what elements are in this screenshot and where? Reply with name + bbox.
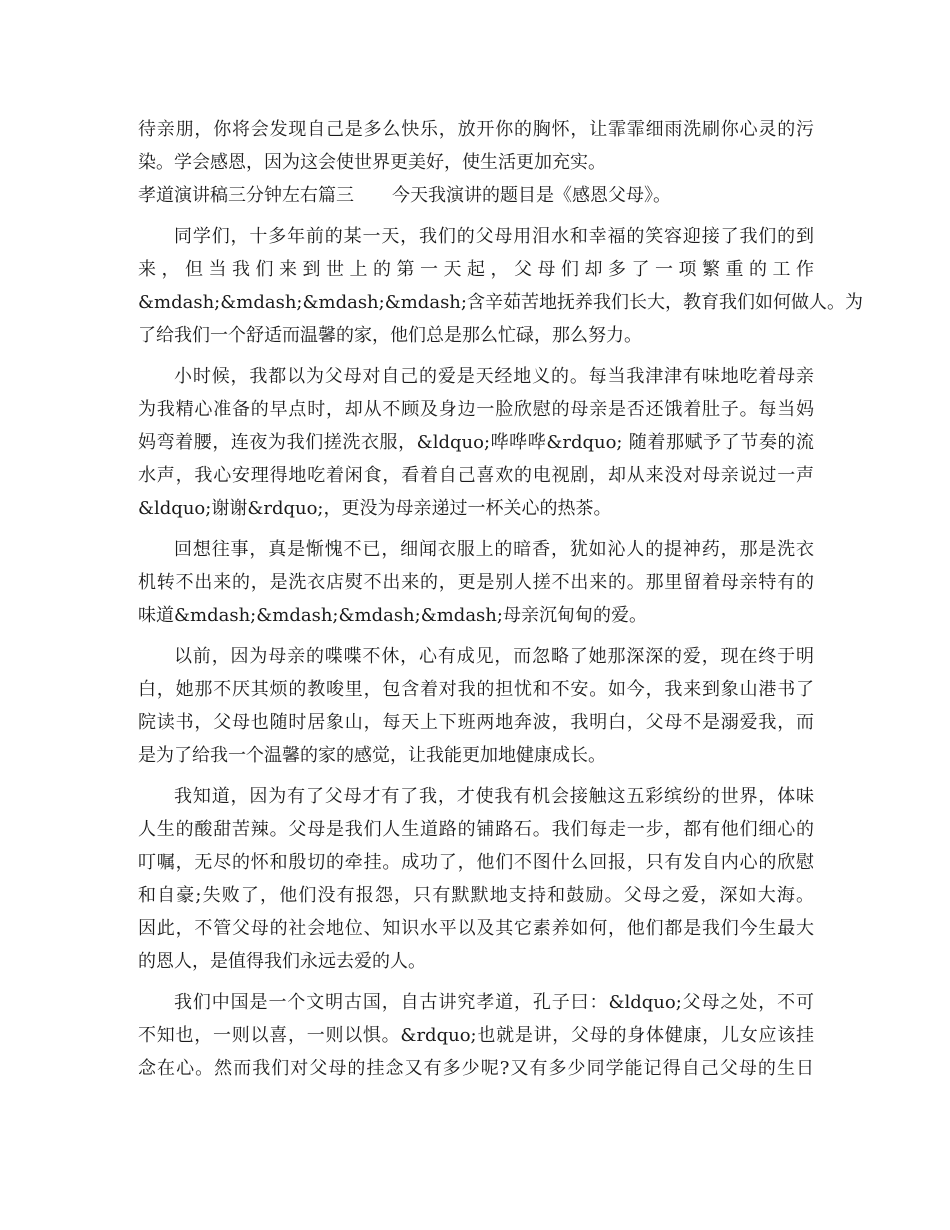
text-line: &ldquo;谢谢&rdquo;，更没为母亲递过一杯关心的热茶。 bbox=[138, 498, 612, 519]
text-line: 白，她那不厌其烦的教唆里，包含着对我的担忧和不安。如今，我来到象山港书了 bbox=[138, 679, 814, 700]
text-line: 味道&mdash;&mdash;&mdash;&mdash;母亲沉甸甸的爱。 bbox=[138, 605, 647, 626]
text-line: 的恩人，是值得我们永远去爱的人。 bbox=[138, 951, 426, 972]
text-line: 同学们，十多年前的某一天，我们的父母用泪水和幸福的笑容迎接了我们的到 bbox=[174, 226, 814, 247]
text-line: 我们中国是一个文明古国，自古讲究孝道，孔子曰：&ldquo;父母之处，不可 bbox=[174, 992, 814, 1013]
paragraph bbox=[138, 780, 814, 978]
text-line: 不知也，一则以喜，一则以惧。&rdquo;也就是讲，父母的身体健康，儿女应该挂 bbox=[138, 1025, 814, 1046]
paragraph bbox=[138, 220, 863, 352]
text-line: 了给我们一个舒适而温馨的家，他们总是那么忙碌，那么努力。 bbox=[138, 325, 642, 346]
section-title: 孝道演讲稿三分钟左右篇三 bbox=[138, 185, 354, 206]
paragraph bbox=[138, 533, 814, 632]
text-line: 以前，因为母亲的喋喋不休，心有成见，而忽略了她那深深的爱，现在终于明 bbox=[174, 646, 814, 667]
document-body bbox=[138, 113, 863, 1085]
text-line: 因此，不管父母的社会地位、知识水平以及其它素养如何，他们都是我们今生最大 bbox=[138, 918, 814, 939]
text-line: 回想往事，真是惭愧不已，细闻衣服上的暗香，犹如沁人的提神药，那是洗衣 bbox=[174, 539, 814, 560]
section-heading bbox=[138, 179, 814, 212]
text-line: &mdash;&mdash;&mdash;&mdash;含辛茹苦地抚养我们长大，教育我们如何做人。为 bbox=[138, 292, 863, 313]
section-intro: 今天我演讲的题目是《感恩父母》。 bbox=[392, 185, 671, 206]
text-line: 院读书，父母也随时居象山，每天上下班两地奔波，我明白，父母不是溺爱我，而 bbox=[138, 712, 814, 733]
text-line: 人生的酸甜苦辣。父母是我们人生道路的铺路石。我们每走一步，都有他们细心的 bbox=[138, 819, 814, 840]
text-line: 待亲朋，你将会发现自己是多么快乐，放开你的胸怀，让霏霏细雨洗刷你心灵的污 bbox=[138, 119, 814, 140]
paragraph bbox=[138, 640, 814, 772]
text-line: 念在心。然而我们对父母的挂念又有多少呢?又有多少同学能记得自己父母的生日 bbox=[138, 1058, 814, 1079]
text-line: 和自豪;失败了，他们没有报怨，只有默默地支持和鼓励。父母之爱，深如大海。 bbox=[138, 885, 814, 906]
text-line: 机转不出来的，是洗衣店熨不出来的，更是别人搓不出来的。那里留着母亲特有的 bbox=[138, 572, 814, 593]
text-line: 为我精心准备的早点时，却从不顾及身边一脸欣慰的母亲是否还饿着肚子。每当妈 bbox=[138, 399, 814, 420]
paragraph bbox=[138, 360, 814, 525]
text-line: 水声，我心安理得地吃着闲食，看着自己喜欢的电视剧，却从来没对母亲说过一声 bbox=[138, 465, 814, 486]
paragraph bbox=[138, 986, 814, 1085]
text-line: 叮嘱，无尽的怀和殷切的牵挂。成功了，他们不图什么回报，只有发自内心的欣慰 bbox=[138, 852, 814, 873]
text-line: 我知道，因为有了父母才有了我，才使我有机会接触这五彩缤纷的世界，体味 bbox=[174, 786, 814, 807]
text-line: 妈弯着腰，连夜为我们搓洗衣服，&ldquo;哗哗哗&rdquo; 随着那赋予了节奏的流 bbox=[138, 432, 814, 453]
text-line: 是为了给我一个温馨的家的感觉，让我能更加地健康成长。 bbox=[138, 745, 606, 766]
text-line: 小时候，我都以为父母对自己的爱是天经地义的。每当我津津有味地吃着母亲 bbox=[174, 366, 814, 387]
text-line: 来，但当我们来到世上的第一天起，父母们却多了一项繁重的工作 bbox=[138, 259, 814, 280]
text-line: 染。学会感恩，因为这会使世界更美好，使生活更加充实。 bbox=[138, 152, 606, 173]
